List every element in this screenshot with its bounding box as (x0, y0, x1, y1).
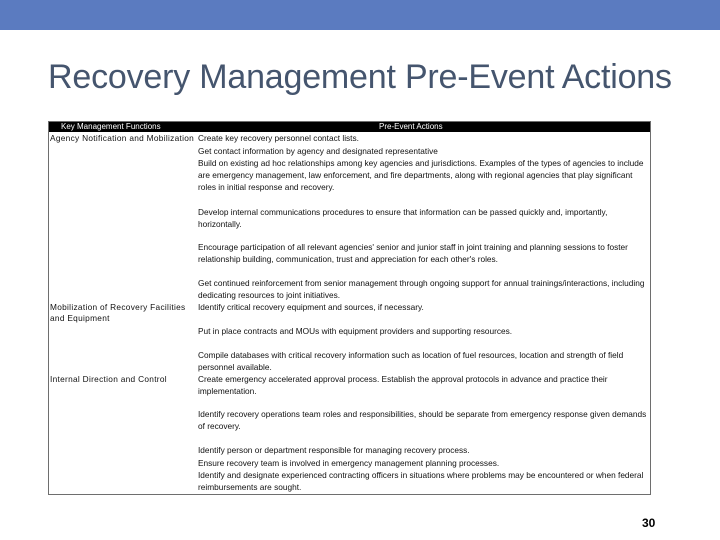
table-header-row (49, 122, 650, 132)
header-key-functions: Key Management Functions (61, 122, 161, 131)
top-accent-band (0, 0, 720, 30)
recovery-actions-table (48, 121, 651, 495)
action-item: Identify critical recovery equipment and sources, if necessary. (198, 302, 424, 312)
header-pre-event-actions: Pre-Event Actions (379, 122, 443, 131)
action-item: Get continued reinforcement from senior management through ongoing support for annual trainings/interactions, including dedicating resources to joint initiatives. (198, 278, 645, 300)
action-item: Put in place contracts and MOUs with equipment providers and supporting resources. (198, 326, 513, 336)
action-item: Compile databases with critical recovery information such as location of fuel resources, location and strength of field personnel available. (198, 350, 624, 372)
action-item: Ensure recovery team is involved in emergency management planning processes. (198, 458, 500, 468)
function-agency-notification: Agency Notification and Mobilization (50, 133, 195, 143)
action-item: Create emergency accelerated approval process. Establish the approval protocols in advance and practice their implementation. (198, 374, 608, 396)
function-internal-direction: Internal Direction and Control (50, 374, 167, 384)
action-item: Identify and designate experienced contracting officers in situations where problems may be encountered or when federal reimbursements are sought. (198, 470, 644, 492)
action-item: Get contact information by agency and designated representative (198, 146, 438, 156)
function-mobilization-facilities: Mobilization of Recovery Facilities and Equipment (50, 302, 186, 323)
action-item: Develop internal communications procedures to ensure that information can be passed quickly and, importantly, horizontally. (198, 207, 608, 229)
page-number: 30 (642, 516, 656, 530)
action-item: Encourage participation of all relevant agencies' senior and junior staff in joint training and planning sessions to foster relationship building, communication, trust and appreciation for each other's roles. (198, 242, 628, 264)
action-item: Build on existing ad hoc relationships among key agencies and jurisdictions. Examples of the types of agencies to include are emergency management, law enforcement, and fire departments, along with regional agencies that play significant roles in initial response and recovery. (198, 158, 644, 192)
action-item: Identify recovery operations team roles and responsibilities, should be separate from emergency response given demands of recovery. (198, 409, 647, 431)
action-item: Identify person or department responsible for managing recovery process. (198, 445, 470, 455)
slide-title: Recovery Management Pre-Event Actions (48, 58, 672, 96)
action-item: Create key recovery personnel contact lists. (198, 133, 359, 143)
